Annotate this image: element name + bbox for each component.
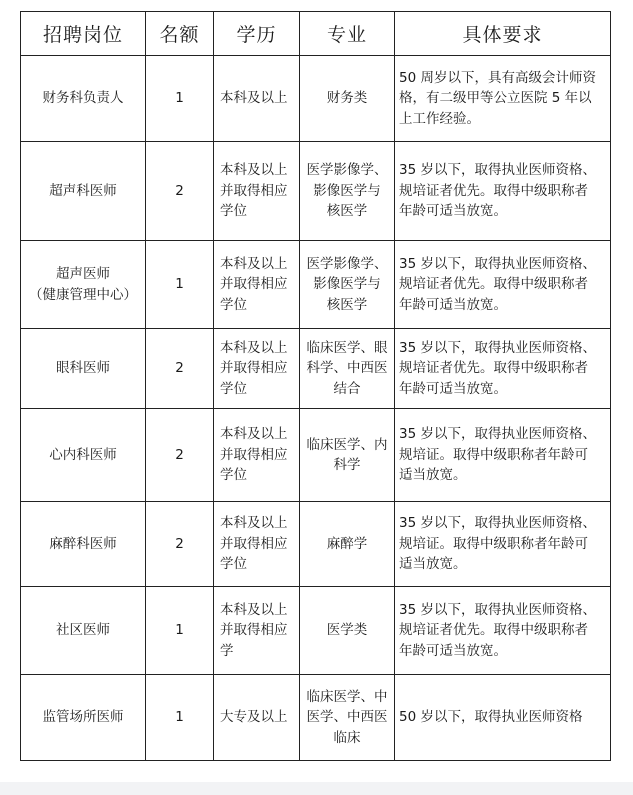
cell-post-line: 眼科医师 xyxy=(56,360,110,377)
cell-post-line: 社区医师 xyxy=(56,622,110,639)
cell-education-line: 本科及以上 xyxy=(220,339,288,356)
cell-post xyxy=(21,56,146,142)
cell-count: 1 xyxy=(146,241,214,329)
cell-education-line: 大专及以上 xyxy=(220,709,288,726)
cell-requirements-line: 50 岁以下，取得执业医师资格 xyxy=(399,709,583,726)
cell-major-line: 临床 xyxy=(333,729,361,746)
cell-major xyxy=(300,241,395,329)
cell-requirements-line: 35 岁以下，取得执业医师资格、 xyxy=(399,426,596,443)
cell-major xyxy=(300,409,395,502)
recruitment-table-wrapper xyxy=(20,11,610,761)
cell-post xyxy=(21,329,146,409)
cell-requirements-line: 规培证者优先。取得中级职称者 xyxy=(399,276,588,293)
cell-major-line: 结合 xyxy=(333,380,361,397)
cell-education-line: 学位 xyxy=(220,556,247,573)
header-post: 招聘岗位 xyxy=(21,12,146,56)
cell-count: 2 xyxy=(146,329,214,409)
cell-education xyxy=(214,56,300,142)
cell-requirements-line: 规培证者优先。取得中级职称者 xyxy=(399,622,588,639)
table-body xyxy=(21,56,611,761)
cell-education xyxy=(214,675,300,761)
cell-count: 1 xyxy=(146,56,214,142)
cell-major xyxy=(300,329,395,409)
cell-education-line: 学位 xyxy=(220,296,247,313)
cell-requirements xyxy=(395,241,611,329)
cell-education-line: 本科及以上 xyxy=(220,601,288,618)
cell-requirements xyxy=(395,56,611,142)
page-bottom-strip xyxy=(0,782,633,795)
cell-education xyxy=(214,241,300,329)
cell-requirements-line: 35 岁以下，取得执业医师资格、 xyxy=(399,162,596,179)
cell-major-line: 科学、中西医 xyxy=(306,360,388,377)
cell-requirements-line: 规培证。取得中级职称者年龄可 xyxy=(399,446,588,463)
cell-major-line: 医学影像学、 xyxy=(306,162,388,179)
cell-post-line: （健康管理中心） xyxy=(29,286,137,303)
cell-requirements-line: 格，有二级甲等公立医院 5 年以 xyxy=(399,90,592,107)
cell-education-line: 本科及以上 xyxy=(220,90,288,107)
cell-post-line: 超声医师 xyxy=(56,266,110,282)
cell-requirements-line: 35 岁以下，取得执业医师资格、 xyxy=(399,255,596,272)
table-row xyxy=(21,56,611,142)
table-row xyxy=(21,675,611,761)
cell-education xyxy=(214,409,300,502)
cell-count: 1 xyxy=(146,675,214,761)
header-row xyxy=(21,12,611,56)
cell-post xyxy=(21,502,146,587)
header-education: 学历 xyxy=(214,12,300,56)
cell-post xyxy=(21,409,146,502)
cell-major-line: 临床医学、内 xyxy=(306,436,388,453)
cell-post xyxy=(21,142,146,241)
cell-post-line: 麻醉科医师 xyxy=(49,535,117,552)
cell-major-line: 影像医学与 xyxy=(313,276,381,293)
cell-major-line: 医学、中西医 xyxy=(306,709,388,726)
cell-major-line: 临床医学、中 xyxy=(306,688,388,705)
cell-post xyxy=(21,241,146,329)
cell-requirements xyxy=(395,502,611,587)
recruitment-table xyxy=(20,11,611,761)
table-row xyxy=(21,409,611,502)
cell-post-line: 监管场所医师 xyxy=(42,709,124,726)
cell-post xyxy=(21,587,146,675)
cell-education-line: 学位 xyxy=(220,467,247,484)
table-row xyxy=(21,142,611,241)
cell-requirements-line: 年龄可适当放宽。 xyxy=(399,642,507,659)
cell-requirements xyxy=(395,587,611,675)
cell-major-line: 核医学 xyxy=(326,203,368,220)
cell-major-line: 医学影像学、 xyxy=(306,255,388,272)
cell-education-line: 并取得相应 xyxy=(220,446,288,463)
cell-education-line: 本科及以上 xyxy=(220,515,288,532)
cell-post-line: 财务科负责人 xyxy=(42,90,124,107)
cell-major-line: 医学类 xyxy=(326,622,368,639)
cell-education-line: 本科及以上 xyxy=(220,162,288,179)
cell-education-line: 学位 xyxy=(220,203,247,220)
cell-requirements-line: 上工作经验。 xyxy=(399,110,480,127)
table-row xyxy=(21,587,611,675)
cell-requirements-line: 适当放宽。 xyxy=(399,467,467,484)
cell-requirements-line: 规培证者优先。取得中级职称者 xyxy=(399,182,588,199)
cell-major-line: 核医学 xyxy=(326,296,368,313)
cell-count: 2 xyxy=(146,409,214,502)
cell-education xyxy=(214,502,300,587)
header-major: 专业 xyxy=(300,12,395,56)
cell-education-line: 并取得相应 xyxy=(220,276,288,293)
table-row xyxy=(21,329,611,409)
cell-major xyxy=(300,675,395,761)
cell-requirements xyxy=(395,142,611,241)
cell-education-line: 并取得相应 xyxy=(220,535,288,552)
cell-requirements-line: 35 岁以下，取得执业医师资格、 xyxy=(399,515,596,532)
cell-post-line: 心内科医师 xyxy=(49,446,117,463)
cell-count: 1 xyxy=(146,587,214,675)
cell-major-line: 科学 xyxy=(333,457,361,473)
cell-major-line: 麻醉学 xyxy=(326,535,368,552)
cell-major-line: 临床医学、眼 xyxy=(306,339,388,356)
table-row xyxy=(21,502,611,587)
cell-education-line: 本科及以上 xyxy=(220,426,288,443)
cell-major xyxy=(300,56,395,142)
table-row xyxy=(21,241,611,329)
cell-requirements-line: 规培证者优先。取得中级职称者 xyxy=(399,360,588,377)
cell-major xyxy=(300,587,395,675)
cell-requirements-line: 适当放宽。 xyxy=(399,556,467,573)
cell-education-line: 并取得相应 xyxy=(220,182,288,199)
cell-major xyxy=(300,142,395,241)
cell-requirements-line: 年龄可适当放宽。 xyxy=(399,296,507,313)
cell-requirements-line: 50 周岁以下，具有高级会计师资 xyxy=(399,69,596,86)
cell-post-line: 超声科医师 xyxy=(49,182,117,199)
cell-requirements-line: 年龄可适当放宽。 xyxy=(399,380,507,397)
cell-requirements xyxy=(395,409,611,502)
cell-education xyxy=(214,587,300,675)
cell-requirements-line: 35 岁以下，取得执业医师资格、 xyxy=(399,601,596,618)
cell-requirements-line: 35 岁以下，取得执业医师资格、 xyxy=(399,339,596,356)
cell-education xyxy=(214,329,300,409)
cell-education-line: 并取得相应 xyxy=(220,622,288,639)
cell-education-line: 学 xyxy=(220,642,234,659)
cell-education xyxy=(214,142,300,241)
cell-major-line: 影像医学与 xyxy=(313,182,381,199)
header-requirements: 具体要求 xyxy=(395,12,611,56)
cell-count: 2 xyxy=(146,502,214,587)
cell-requirements-line: 规培证。取得中级职称者年龄可 xyxy=(399,535,588,552)
cell-requirements-line: 年龄可适当放宽。 xyxy=(399,203,507,220)
cell-major-line: 财务类 xyxy=(326,90,368,107)
cell-requirements xyxy=(395,675,611,761)
cell-major xyxy=(300,502,395,587)
cell-count: 2 xyxy=(146,142,214,241)
header-count: 名额 xyxy=(146,12,214,56)
cell-education-line: 学位 xyxy=(220,380,247,397)
cell-education-line: 并取得相应 xyxy=(220,360,288,377)
cell-requirements xyxy=(395,329,611,409)
cell-education-line: 本科及以上 xyxy=(220,255,288,272)
cell-post xyxy=(21,675,146,761)
